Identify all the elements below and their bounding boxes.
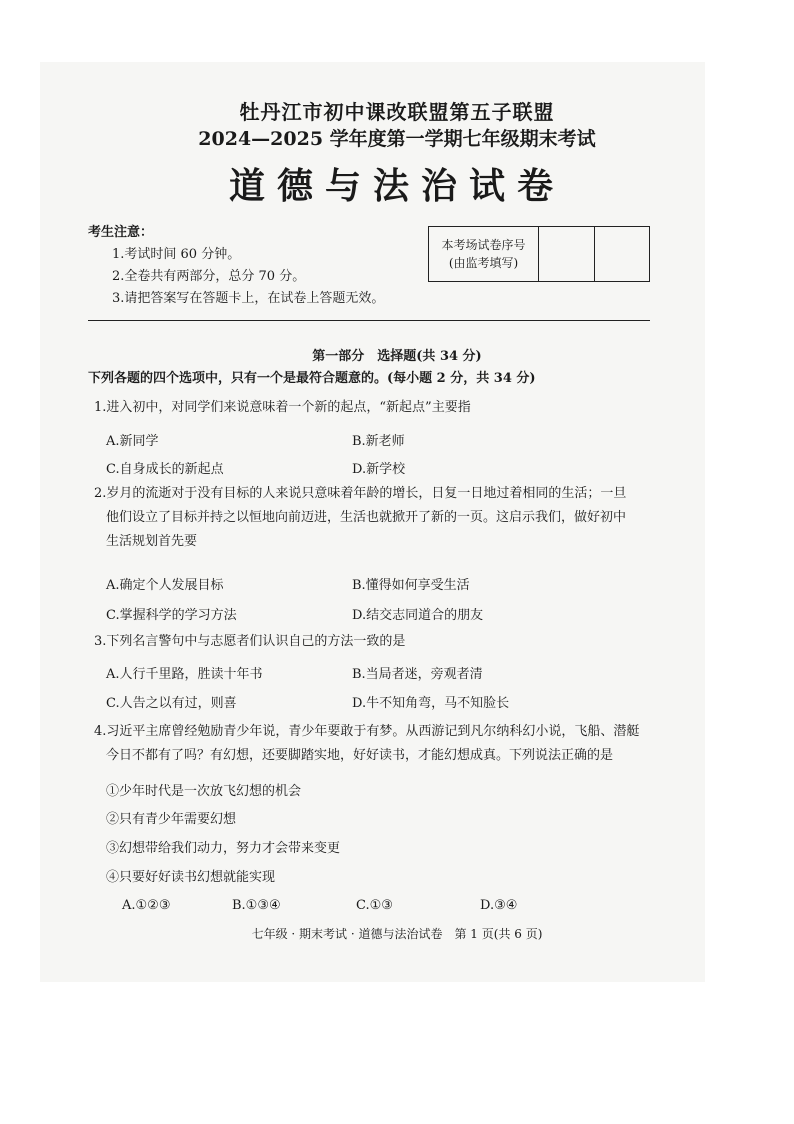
question-4-option-c: C.①③ (356, 898, 393, 913)
question-4-statement-3: ③幻想带给我们动力，努力才会带来变更 (106, 841, 341, 856)
question-3-option-b: B.当局者迷，旁观者清 (352, 667, 483, 682)
question-1-option-c: C.自身成长的新起点 (106, 462, 224, 477)
notice-item: 1.考试时间 60 分钟。 (112, 247, 241, 262)
part-one-instruction: 下列各题的四个选项中，只有一个是最符合题意的。(每小题 2 分，共 34 分) (88, 371, 536, 386)
question-4-statement-4: ④只要好好读书幻想就能实现 (106, 870, 276, 885)
exam-subject-title: 道德与法治试卷 (228, 165, 565, 207)
question-1-option-a: A.新同学 (106, 434, 159, 449)
question-1-stem (94, 396, 654, 420)
stem-line: 1.进入初中，对同学们来说意味着一个新的起点，“新起点”主要指 (94, 400, 471, 415)
notice-item: 3.请把答案写在答题卡上，在试卷上答题无效。 (112, 291, 385, 306)
candidate-notice (88, 222, 384, 310)
question-4-stem (94, 720, 654, 768)
question-2-option-a: A.确定个人发展目标 (106, 578, 224, 593)
question-2-stem (94, 482, 654, 554)
seat-cell (539, 227, 594, 281)
question-4-option-d: D.③④ (480, 898, 518, 913)
part-one-title: 第一部分 选择题(共 34 分) (312, 349, 482, 364)
question-3-option-c: C.人告之以有过，则喜 (106, 696, 237, 711)
question-3-option-a: A.人行千里路，胜读十年书 (106, 667, 263, 682)
notice-title: 考生注意： (88, 225, 154, 240)
question-4-option-a: A.①②③ (122, 898, 171, 913)
question-1-option-b: B.新老师 (352, 434, 405, 449)
question-2-option-d: D.结交志同道合的朋友 (352, 608, 484, 623)
exam-union-title: 牡丹江市初中课改联盟第五子联盟 (239, 100, 555, 124)
seat-number-label (429, 227, 539, 281)
stem-line: 4.习近平主席曾经勉励青少年说，青少年要敢于有梦。从西游记到凡尔纳科幻小说，飞船、潜艇 (94, 724, 640, 739)
stem-line: 今日不都有了吗？有幻想，还要脚踏实地，好好读书，才能幻想成真。下列说法正确的是 (106, 748, 614, 763)
seat-number-blank (539, 227, 649, 281)
seat-number-box (428, 226, 650, 282)
stem-line: 3.下列名言警句中与志愿者们认识自己的方法一致的是 (94, 634, 406, 649)
question-4-statement-2: ②只有青少年需要幻想 (106, 812, 237, 827)
exam-term-title: 2024—2025 学年度第一学期七年级期末考试 (198, 128, 596, 150)
stem-line: 他们设立了目标并持之以恒地向前迈进，生活也就掀开了新的一页。这启示我们，做好初中 (106, 510, 627, 525)
question-2-option-c: C.掌握科学的学习方法 (106, 608, 237, 623)
question-4-option-b: B.①③④ (232, 898, 281, 913)
notice-item: 2.全卷共有两部分，总分 70 分。 (112, 269, 306, 284)
question-3-stem (94, 630, 654, 654)
seat-label-line1: 本考场试卷序号 (441, 238, 526, 252)
seat-cell (594, 227, 650, 281)
question-4-statement-1: ①少年时代是一次放飞幻想的机会 (106, 784, 302, 799)
page-footer: 七年级 · 期末考试 · 道德与法治试卷 第 1 页(共 6 页) (251, 927, 543, 941)
question-3-option-d: D.牛不知角弯，马不知脸长 (352, 696, 510, 711)
divider-line (88, 320, 650, 321)
stem-line: 2.岁月的流逝对于没有目标的人来说只意味着年龄的增长，日复一日地过着相同的生活；一旦 (94, 486, 627, 501)
question-1-option-d: D.新学校 (352, 462, 406, 477)
stem-line: 生活规划首先要 (106, 534, 198, 549)
seat-label-line2: (由监考填写) (448, 256, 519, 270)
question-2-option-b: B.懂得如何享受生活 (352, 578, 470, 593)
